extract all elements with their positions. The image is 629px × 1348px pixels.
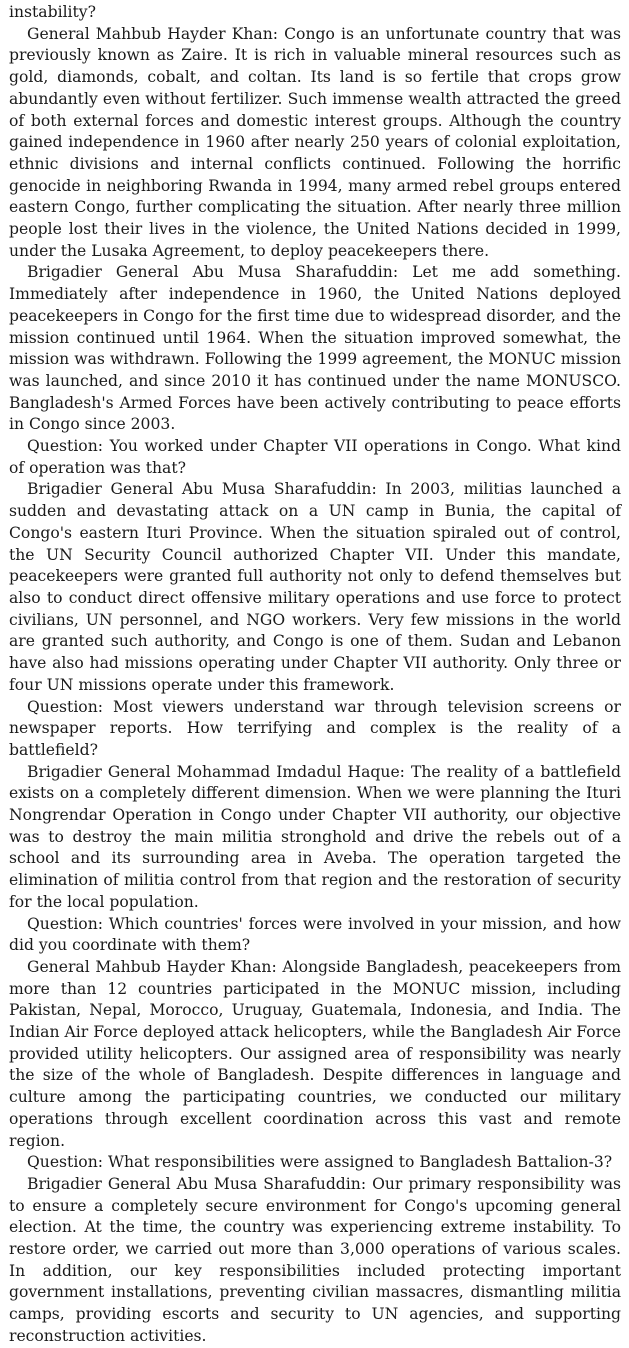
paragraph-khan-answer-1: General Mahbub Hayder Khan: Congo is an unfortunate country that was previously known as Zaire. It is rich in valuable mineral resources such as gold, diamonds, cobalt, and coltan. Its land is so fertile that crops grow abundantly even without fertilizer. Such immense wealth attracted the greed of both external forces and domestic interest groups. Although the country gained independence in 1960 after nearly 250 years of colonial exploitation, ethnic divisions and internal conflicts continued. Following the horrific genocide in neighboring Rwanda in 1994, many armed rebel groups entered eastern Congo, further complicating the situation. After nearly three million people lost their lives in the violence, the United Nations decided in 1999, under the Lusaka Agreement, to deploy peacekeepers there. xyxy=(9,24,621,260)
paragraph-question-countries: Question: Which countries' forces were involved in your mission, and how did you coordinate with them? xyxy=(9,914,621,955)
paragraph-question-battlefield: Question: Most viewers understand war through television screens or newspaper reports. How terrifying and complex is the reality of a battlefield? xyxy=(9,697,621,759)
paragraph-khan-answer-2: General Mahbub Hayder Khan: Alongside Bangladesh, peacekeepers from more than 12 countries participated in the MONUC mission, including Pakistan, Nepal, Morocco, Uruguay, Guatemala, Indonesia, and India. The Indian Air Force deployed attack helicopters, while the Bangladesh Air Force provided utility helicopters. Our assigned area of responsibility was nearly the size of the whole of Bangladesh. Despite differences in language and culture among the participating countries, we conducted our military operations through excellent coordination across this vast and remote region. xyxy=(9,957,621,1150)
paragraph-haque-answer: Brigadier General Mohammad Imdadul Haque: The reality of a battlefield exists on a completely different dimension. When we were planning the Ituri Nongrendar Operation in Congo under Chapter VII authority, our objective was to destroy the main militia stronghold and drive the rebels out of a school and its surrounding area in Aveba. The operation targeted the elimination of militia control from that region and the restoration of security for the local population. xyxy=(9,762,621,911)
paragraph-sharafuddin-answer-2: Brigadier General Abu Musa Sharafuddin: In 2003, militias launched a sudden and devastating attack on a UN camp in Bunia, the capital of Congo's eastern Ituri Province. When the situation spiraled out of control, the UN Security Council authorized Chapter VII. Under this mandate, peacekeepers were granted full authority not only to defend themselves but also to conduct direct offensive military operations and use force to protect civilians, UN personnel, and NGO workers. Very few missions in the world are granted such authority, and Congo is one of them. Sudan and Lebanon have also had missions operating under Chapter VII authority. Only three or four UN missions operate under this framework. xyxy=(9,480,621,694)
paragraph-sharafuddin-answer-3: Brigadier General Abu Musa Sharafuddin: Our primary responsibility was to ensure a completely secure environment for Congo's upcoming general election. At the time, the country was experiencing extreme instability. To restore order, we carried out more than 3,000 operations of various scales. In addition, our key responsibilities included protecting important government installations, preventing civilian massacres, dismantling militia camps, providing escorts and security to UN agencies, and supporting reconstruction activities. xyxy=(9,1174,621,1345)
paragraph-continued: instability? xyxy=(9,3,96,21)
paragraph-question-responsibilities: Question: What responsibilities were assigned to Bangladesh Battalion-3? xyxy=(27,1153,613,1172)
paragraph-question-chapter-vii: Question: You worked under Chapter VII operations in Congo. What kind of operation was that? xyxy=(9,437,621,477)
paragraph-sharafuddin-answer-1: Brigadier General Abu Musa Sharafuddin: Let me add something. Immediately after independence in 1960, the United Nations deployed peacekeepers in Congo for the first time due to widespread disorder, and the mission continued until 1964. When the situation improved somewhat, the mission was withdrawn. Following the 1999 agreement, the MONUC mission was launched, and since 2010 it has continued under the name MONUSCO. Bangladesh's Armed Forces have been actively contributing to peace efforts in Congo since 2003. xyxy=(9,263,621,434)
